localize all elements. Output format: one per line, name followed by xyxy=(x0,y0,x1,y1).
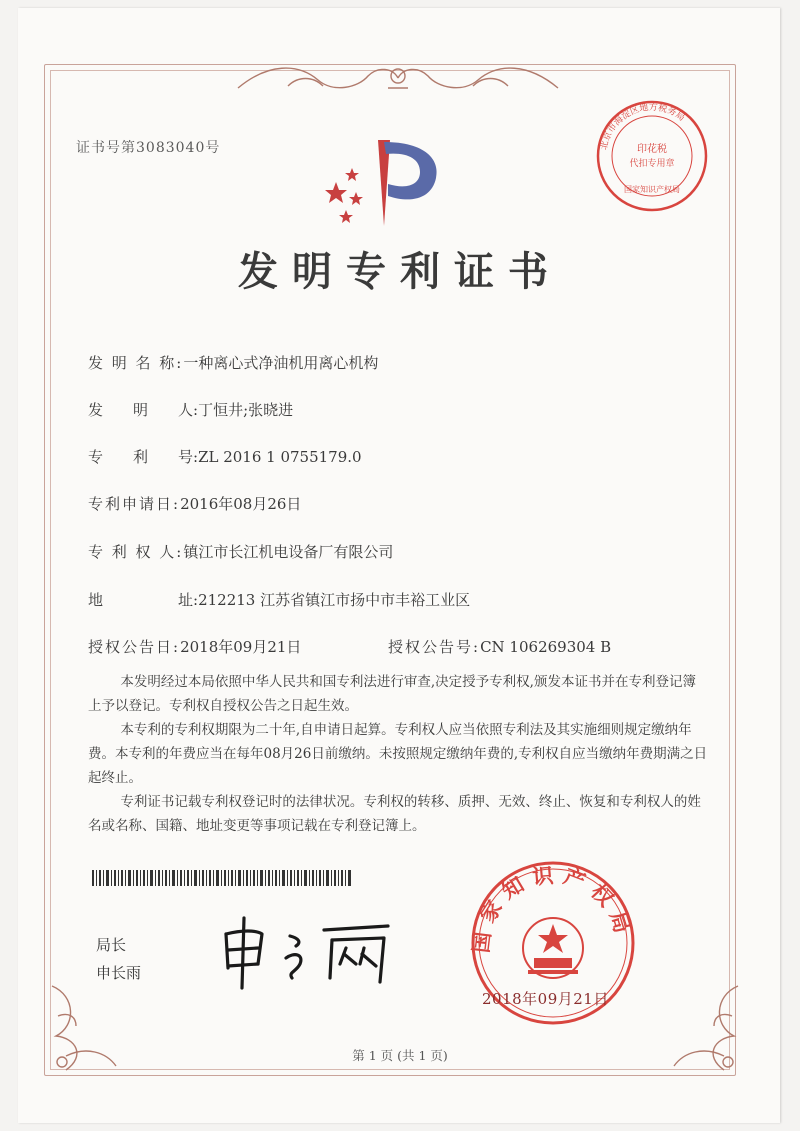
field-grant-number xyxy=(388,636,611,657)
field-patentee xyxy=(88,541,393,562)
value-grant-number: CN 106269304 B xyxy=(480,638,612,656)
value-grant-date: 2018年09月21日 xyxy=(180,638,302,656)
paragraph-1: 本发明经过本局依照中华人民共和国专利法进行审查,决定授予专利权,颁发本证书并在专利登记簿上予以登记。专利权自授权公告之日起生效。 xyxy=(88,674,696,714)
document-title: 发明专利证书 xyxy=(238,248,562,295)
label-grant-number: 授权公告号: xyxy=(388,638,481,656)
label-address: 地 址: xyxy=(88,591,199,609)
signatory-role: 局长 xyxy=(96,936,127,954)
top-ornament xyxy=(228,58,568,98)
paragraph-3: 专利证书记载专利权登记时的法律状况。专利权的转移、质押、无效、终止、恢复和专利权人的姓名或名称、国籍、地址变更等事项记载在专利登记簿上。 xyxy=(88,794,701,834)
stamp-line-2: 代扣专用章 xyxy=(629,159,675,169)
stamp-ring-text: 北京市海淀区地方税务局 xyxy=(599,102,687,151)
field-address xyxy=(88,589,470,610)
value-inventor: 丁恒井;张晓进 xyxy=(198,401,294,419)
certificate-body xyxy=(88,670,708,838)
certificate-number: 证书号第3083040号 xyxy=(76,140,221,156)
stamp-line-1: 印花税 xyxy=(637,144,667,155)
handwritten-signature xyxy=(212,912,402,992)
label-patent-number: 专 利 号: xyxy=(88,448,199,466)
field-application-date xyxy=(88,493,301,514)
value-patent-number: ZL 2016 1 0755179.0 xyxy=(198,448,362,466)
field-invention-name xyxy=(88,352,378,373)
barcode xyxy=(92,870,352,886)
page-footer: 第 1 页 (共 1 页) xyxy=(352,1048,448,1063)
label-invention-name: 发 明 名 称: xyxy=(88,354,184,372)
value-application-date: 2016年08月26日 xyxy=(180,495,302,513)
paragraph-2: 本专利的专利权期限为二十年,自申请日起算。专利权人应当依照专利法及其实施细则规定缴纳年费。本专利的年费应当在每年08月26日前缴纳。未按照规定缴纳年费的,专利权自应当缴纳年费期满之日起终止。 xyxy=(88,722,708,786)
field-inventor xyxy=(88,399,293,420)
label-grant-date: 授权公告日: xyxy=(88,638,181,656)
value-invention-name: 一种离心式净油机用离心机构 xyxy=(183,354,379,372)
patent-office-logo xyxy=(316,134,444,230)
label-inventor: 发 明 人: xyxy=(88,401,199,419)
seal-ring-text: 国家知识产权局 xyxy=(468,862,637,955)
value-patentee: 镇江市长江机电设备厂有限公司 xyxy=(183,543,394,561)
value-address: 212213 江苏省镇江市扬中市丰裕工业区 xyxy=(198,591,471,609)
stamp-line-3: 国家知识产权局 xyxy=(624,185,680,194)
label-application-date: 专利申请日: xyxy=(88,495,181,513)
field-grant-date xyxy=(88,636,301,657)
seal-date: 2018年09月21日 xyxy=(482,990,609,1008)
tax-stamp-seal xyxy=(592,96,712,216)
field-patent-number xyxy=(88,446,362,467)
signatory-name: 申长雨 xyxy=(96,964,142,982)
label-patentee: 专 利 权 人: xyxy=(88,543,184,561)
